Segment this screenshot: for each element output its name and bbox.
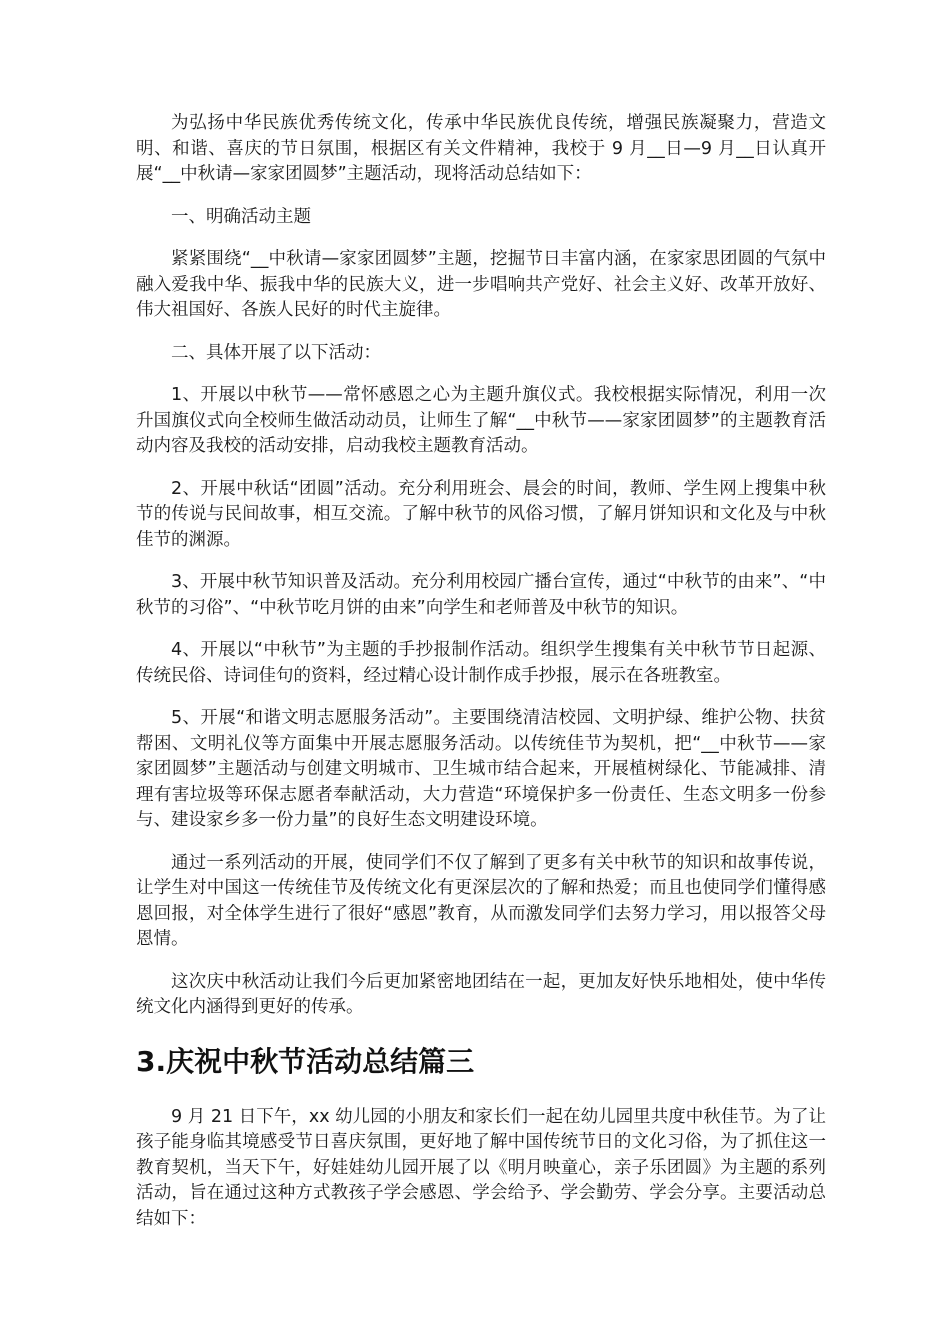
activity-item-1: 1、开展以中秋节——常怀感恩之心为主题升旗仪式。我校根据实际情况，利用一次升国旗仪式向全校师生做活动动员，让师生了解“__中秋节——家家团圆梦”的主题教育活动内容及我校的活动安排，启动我校主题教育活动。	[136, 385, 826, 456]
activity-item-3: 3、开展中秋节知识普及活动。充分利用校园广播台宣传，通过“中秋节的由来”、“中秋节的习俗”、“中秋节吃月饼的由来”向学生和老师普及中秋节的知识。	[136, 572, 826, 618]
theme-paragraph: 紧紧围绕“__中秋请—家家团圆梦”主题，挖掘节日丰富内涵，在家家思团圆的气氛中融入爱我中华、振我中华的民族大义，进一步唱响共产党好、社会主义好、改革开放好、伟大祖国好、各族人民好的时代主旋律。	[136, 249, 826, 320]
closing-paragraph: 这次庆中秋活动让我们今后更加紧密地团结在一起，更加友好快乐地相处，使中华传统文化内涵得到更好的传承。	[136, 971, 826, 1017]
activity-item-2: 2、开展中秋话“团圆”活动。充分利用班会、晨会的时间，教师、学生网上搜集中秋节的传说与民间故事，相互交流。了解中秋节的风俗习惯，了解月饼知识和文化及与中秋佳节的渊源。	[136, 478, 826, 550]
section-title: 3.庆祝中秋节活动总结篇三	[136, 1044, 475, 1078]
heading-activities: 二、具体开展了以下活动：	[171, 342, 381, 363]
activity-item-4: 4、开展以“中秋节”为主题的手抄报制作活动。组织学生搜集有关中秋节节日起源、传统民俗、诗词佳句的资料，经过精心设计制作成手抄报，展示在各班教室。	[136, 640, 826, 686]
intro-paragraph: 为弘扬中华民族优秀传统文化，传承中华民族优良传统，增强民族凝聚力，营造文明、和谐、喜庆的节日氛围，根据区有关文件精神，我校于 9 月__日—9 月__日认真开展“__中秋请—家家团圆梦”主题活动，现将活动总结如下：	[136, 113, 826, 184]
document-page	[136, 111, 826, 1249]
heading-activity-theme: 一、明确活动主题	[171, 206, 311, 227]
activity-item-5: 5、开展“和谐文明志愿服务活动”。主要围绕清洁校园、文明护绿、维护公物、扶贫帮困、文明礼仪等方面集中开展志愿服务活动。以传统佳节为契机，把“__中秋节——家家团圆梦”主题活动与创建文明城市、卫生城市结合起来，开展植树绿化、节能减排、清理有害垃圾等环保志愿者奉献活动，大力营造“环境保护多一份责任、生态文明多一份参与、建设家乡多一份力量”的良好生态文明建设环境。	[136, 708, 826, 830]
summary-paragraph: 通过一系列活动的开展，使同学们不仅了解到了更多有关中秋节的知识和故事传说，让学生对中国这一传统佳节及传统文化有更深层次的了解和热爱；而且也使同学们懂得感恩回报，对全体学生进行了很好“感恩”教育，从而激发同学们去努力学习，用以报答父母恩情。	[136, 852, 826, 949]
section-intro-paragraph: 9 月 21 日下午，xx 幼儿园的小朋友和家长们一起在幼儿园里共度中秋佳节。为了让孩子能身临其境感受节日喜庆氛围，更好地了解中国传统节日的文化习俗，为了抓住这一教育契机，当天下午，好娃娃幼儿园开展了以《明月映童心，亲子乐团圆》为主题的系列活动，旨在通过这种方式教孩子学会感恩、学会给予、学会勤劳、学会分享。主要活动总结如下：	[136, 1106, 826, 1229]
